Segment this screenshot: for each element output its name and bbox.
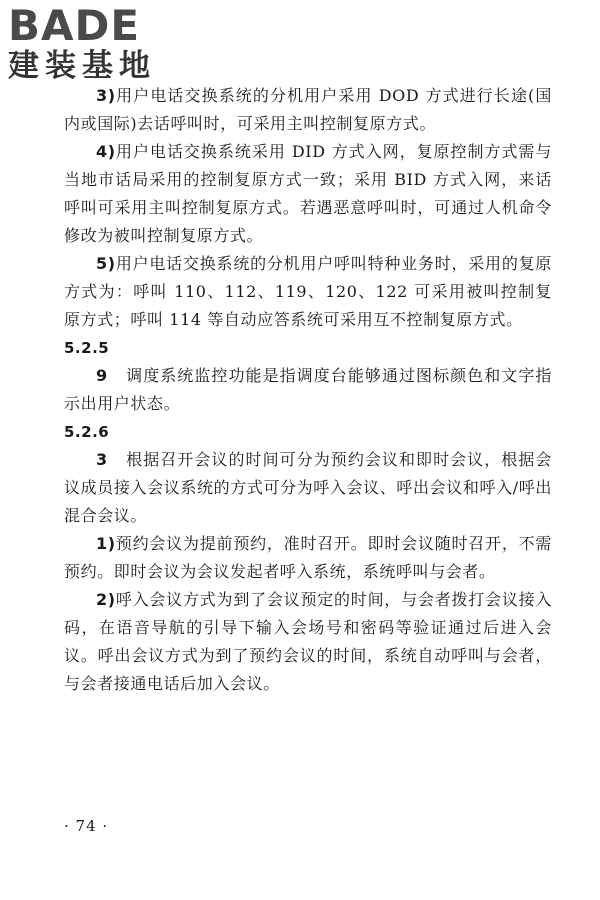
paragraph-text: 用户电话交换系统采用 DID 方式入网，复原控制方式需与当地市话局采用的控制复原方式一致；采用 BID 方式入网，来话呼叫可采用主叫控制复原方式。若遇恶意呼叫时，可通过人机命令修改为被叫控制复原方式。 bbox=[64, 142, 552, 245]
item-number: 4) bbox=[96, 142, 116, 161]
paragraph-item-2 bbox=[64, 586, 552, 698]
item-number: 1) bbox=[96, 534, 116, 553]
paragraph-item-3 bbox=[64, 82, 552, 138]
logo-brand-cn: 建装基地 bbox=[8, 48, 156, 84]
paragraph-text: 调度系统监控功能是指调度台能够通过图标颜色和文字指示出用户状态。 bbox=[64, 366, 552, 413]
item-number: 5) bbox=[96, 254, 116, 273]
item-number: 3) bbox=[96, 86, 116, 105]
section-heading-5-2-5: 5.2.5 bbox=[64, 339, 110, 357]
paragraph-text: 用户电话交换系统的分机用户呼叫特种业务时，采用的复原方式为：呼叫 110、112、119、120、122 可采用被叫控制复原方式；呼叫 114 等自动应答系统可采用互不控制复原方式。 bbox=[64, 254, 552, 329]
item-number: 2) bbox=[96, 590, 116, 609]
paragraph-item-3b bbox=[64, 446, 552, 530]
paragraph-item-9 bbox=[64, 362, 552, 418]
paragraph-item-1 bbox=[64, 530, 552, 586]
paragraph-text: 预约会议为提前预约，准时召开。即时会议随时召开，不需预约。即时会议为会议发起者呼入系统，系统呼叫与会者。 bbox=[64, 534, 552, 581]
paragraph-text: 呼入会议方式为到了会议预定的时间，与会者拨打会议接入码，在语音导航的引导下输入会场号和密码等验证通过后进入会议。呼出会议方式为到了预约会议的时间，系统自动呼叫与会者，与会者接通电话后加入会议。 bbox=[64, 590, 552, 693]
paragraph-item-5 bbox=[64, 250, 552, 334]
paragraph-text: 根据召开会议的时间可分为预约会议和即时会议，根据会议成员接入会议系统的方式可分为呼入会议、呼出会议和呼入/呼出混合会议。 bbox=[64, 450, 552, 525]
item-number: 3 bbox=[96, 450, 108, 469]
paragraph-item-4 bbox=[64, 138, 552, 250]
paragraph-text: 用户电话交换系统的分机用户采用 DOD 方式进行长途(国内或国际)去话呼叫时，可采用主叫控制复原方式。 bbox=[64, 86, 552, 133]
item-number: 9 bbox=[96, 366, 108, 385]
bade-logo bbox=[8, 1, 176, 88]
section-heading-5-2-6: 5.2.6 bbox=[64, 423, 110, 441]
page-number: · 74 · bbox=[64, 817, 109, 835]
document-body bbox=[64, 82, 552, 698]
logo-brand-en: BADE bbox=[8, 1, 141, 50]
